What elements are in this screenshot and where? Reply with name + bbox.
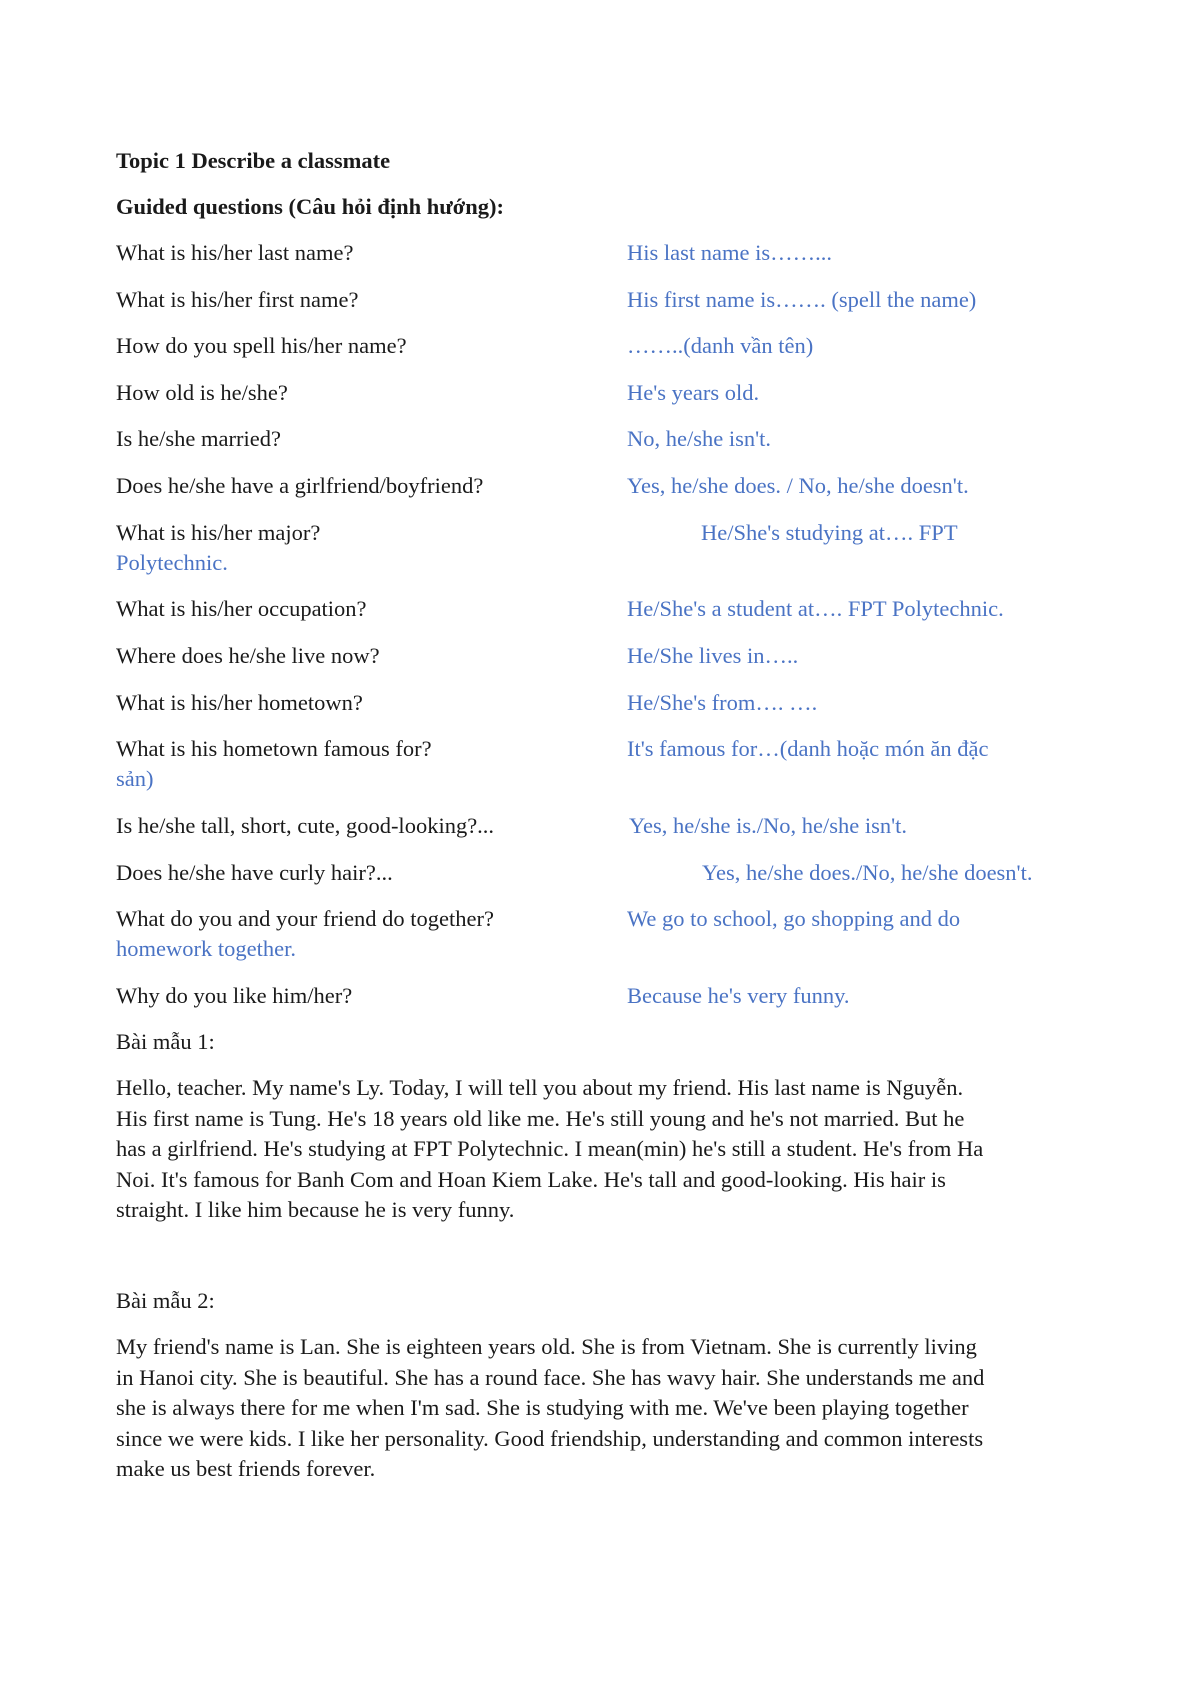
question-text: What is his/her occupation? (116, 596, 367, 621)
paragraph-line: she is always there for me when I'm sad. She is studying with me. We've been playing together (116, 1395, 969, 1420)
question-text: Where does he/she live now? (116, 643, 380, 668)
paragraph-line: Hello, teacher. My name's Ly. Today, I will tell you about my friend. His last name is Nguyễn. (116, 1075, 964, 1100)
answer-text: His last name is……... (627, 240, 832, 265)
answer-text: He/She's from…. …. (627, 690, 818, 715)
paragraph-line: make us best friends forever. (116, 1456, 376, 1481)
paragraph-line: since we were kids. I like her personality. Good friendship, understanding and common interests (116, 1425, 984, 1451)
answer-text: Yes, he/she does./No, he/she doesn't. (702, 860, 1033, 885)
answer-continuation: sản) (116, 766, 154, 791)
question-text: How old is he/she? (116, 380, 288, 405)
sample-1-paragraph (116, 1073, 1076, 1226)
paragraph-line: Noi. It's famous for Banh Com and Hoan Kiem Lake. He's tall and good-looking. His hair is (116, 1166, 946, 1192)
answer-text: Yes, he/she does. / No, he/she doesn't. (627, 473, 969, 498)
answer-text: He/She lives in….. (627, 643, 799, 668)
question-text: Why do you like him/her? (116, 983, 353, 1008)
question-text: What do you and your friend do together? (116, 906, 495, 931)
answer-text: It's famous for…(danh hoặc món ăn đặc (627, 736, 989, 761)
sample-2-label: Bài mẫu 2: (116, 1288, 215, 1313)
answer-text: His first name is……. (spell the name) (627, 287, 977, 312)
question-text: What is his/her last name? (116, 240, 354, 265)
answer-text: No, he/she isn't. (627, 426, 772, 451)
question-text: Is he/she tall, short, cute, good-looking?... (116, 813, 495, 838)
answer-text: Because he's very funny. (627, 983, 850, 1008)
sample-1-label: Bài mẫu 1: (116, 1029, 215, 1054)
question-text: What is his/her hometown? (116, 690, 363, 715)
question-text: Is he/she married? (116, 426, 281, 451)
topic-title: Topic 1 Describe a classmate (116, 148, 391, 173)
answer-text: He/She's studying at…. FPT (701, 520, 958, 545)
answer-continuation: Polytechnic. (116, 550, 228, 575)
question-text: Does he/she have a girlfriend/boyfriend? (116, 473, 484, 498)
answer-text: ……..(danh vần tên) (627, 333, 814, 358)
paragraph-line: in Hanoi city. She is beautiful. She has a round face. She has wavy hair. She understands me and (116, 1364, 985, 1390)
paragraph-line: straight. I like him because he is very funny. (116, 1197, 515, 1222)
question-text: What is his/her major? (116, 520, 321, 545)
question-text: What is his hometown famous for? (116, 736, 432, 761)
answer-text: We go to school, go shopping and do (627, 906, 961, 931)
answer-text: He's years old. (627, 380, 760, 405)
question-text: What is his/her first name? (116, 287, 359, 312)
answer-continuation: homework together. (116, 936, 296, 961)
guided-questions-heading: Guided questions (Câu hỏi định hướng): (116, 194, 504, 219)
answer-text: He/She's a student at…. FPT Polytechnic. (627, 596, 1004, 621)
paragraph-line: His first name is Tung. He's 18 years old like me. He's still young and he's not married. But he (116, 1105, 965, 1131)
question-text: Does he/she have curly hair?... (116, 860, 393, 885)
paragraph-line: has a girlfriend. He's studying at FPT Polytechnic. I mean(min) he's still a student. He's from Ha (116, 1136, 984, 1161)
question-text: How do you spell his/her name? (116, 333, 407, 358)
paragraph-line: My friend's name is Lan. She is eighteen years old. She is from Vietnam. She is currently living (116, 1334, 977, 1359)
sample-2-paragraph (116, 1332, 1076, 1485)
answer-text: Yes, he/she is./No, he/she isn't. (629, 813, 908, 838)
